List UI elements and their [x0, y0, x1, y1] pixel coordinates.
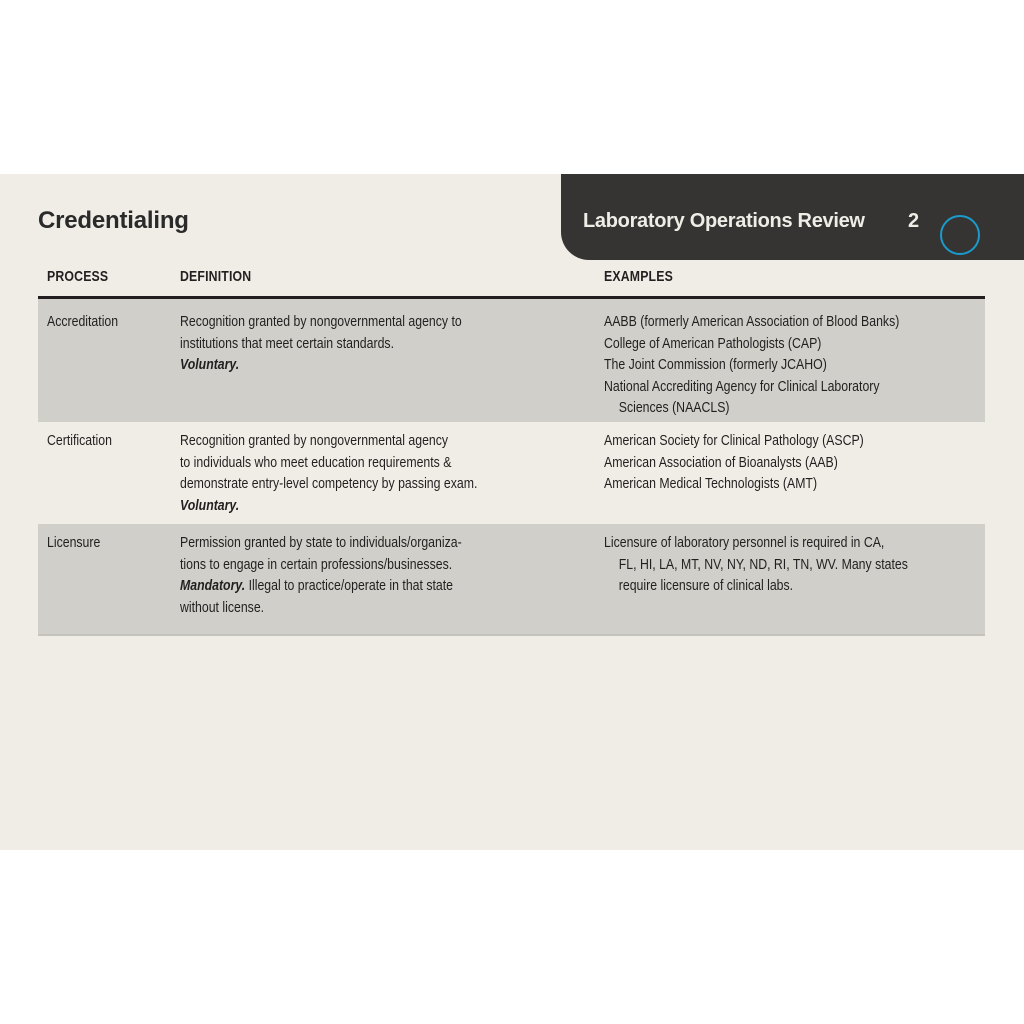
- header-definition: DEFINITION: [180, 268, 252, 285]
- example-item: American Medical Technologists (AMT): [604, 475, 818, 493]
- circle-outline-icon: [940, 215, 980, 255]
- process-cell: Certification: [47, 432, 112, 449]
- example-item: AABB (formerly American Association of Blood Banks): [604, 313, 900, 330]
- table-row-accreditation: [38, 299, 985, 422]
- definition-line: Recognition granted by nongovernmental agency: [180, 432, 449, 449]
- banner-title: Laboratory Operations Review: [583, 210, 865, 232]
- definition-emphasis: Mandatory.: [180, 577, 246, 595]
- header-examples: EXAMPLES: [604, 268, 673, 285]
- definition-cell: [180, 311, 462, 376]
- example-item: The Joint Commission (formerly JCAHO): [604, 356, 827, 374]
- card-number: 2: [908, 210, 920, 232]
- example-item: American Association of Bioanalysts (AAB): [604, 453, 838, 471]
- example-item: College of American Pathologists (CAP): [604, 334, 822, 352]
- example-item: American Society for Clinical Pathology (ASCP): [604, 432, 864, 449]
- examples-cell: [604, 311, 899, 419]
- definition-line: to individuals who meet education requirements &: [180, 453, 452, 471]
- definition-line: demonstrate entry-level competency by passing exam.: [180, 475, 478, 493]
- header-process: PROCESS: [47, 268, 109, 285]
- table-row-certification: [38, 422, 985, 524]
- example-item: National Accrediting Agency for Clinical Laboratory: [604, 377, 880, 395]
- definition-line: tions to engage in certain professions/businesses.: [180, 555, 453, 573]
- examples-cell: [604, 430, 864, 495]
- definition-line: Permission granted by state to individuals/organiza-: [180, 534, 462, 551]
- table-bottom-border: [38, 634, 985, 636]
- definition-cell: [180, 532, 462, 618]
- examples-cell: [604, 532, 908, 597]
- definition-cell: [180, 430, 477, 516]
- definition-line: [180, 575, 462, 597]
- definition-text: Illegal to practice/operate in that state: [245, 577, 454, 595]
- header-banner: [561, 174, 1024, 260]
- example-item-continued: FL, HI, LA, MT, NV, NY, ND, RI, TN, WV. Many states: [618, 555, 908, 573]
- example-item-continued: Sciences (NAACLS): [618, 399, 730, 417]
- process-cell: Licensure: [47, 534, 101, 551]
- flashcard: [0, 174, 1024, 850]
- definition-line: without license.: [180, 598, 265, 616]
- section-title: Credentialing: [38, 207, 189, 234]
- table-header: [38, 266, 985, 299]
- definition-line: institutions that meet certain standards.: [180, 334, 395, 352]
- process-cell: Accreditation: [47, 313, 119, 330]
- definition-line: Recognition granted by nongovernmental agency to: [180, 313, 462, 330]
- table-row-licensure: [38, 524, 985, 634]
- definition-emphasis: Voluntary.: [180, 496, 240, 514]
- definition-emphasis: Voluntary.: [180, 356, 240, 374]
- example-item: Licensure of laboratory personnel is required in CA,: [604, 534, 885, 551]
- example-item-continued: require licensure of clinical labs.: [618, 577, 794, 595]
